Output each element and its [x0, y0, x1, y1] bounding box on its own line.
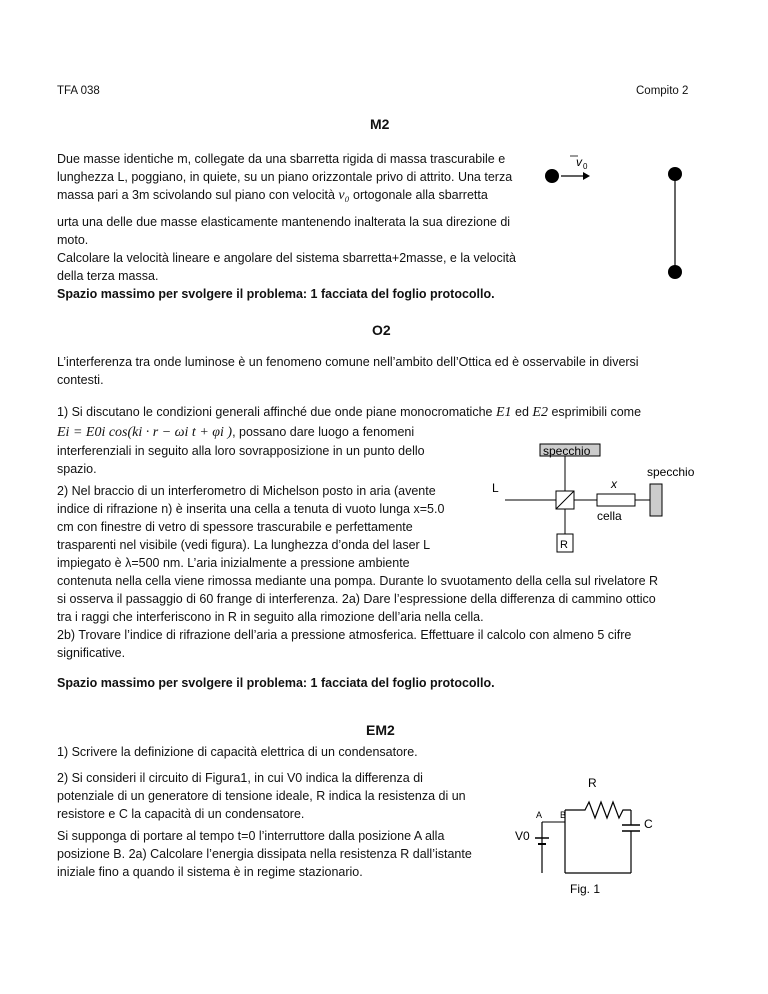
em2-line: resistore e C la capacità di un condensatore.: [57, 807, 305, 821]
v0-label: V0: [515, 829, 530, 843]
o2-line: trasparenti nel visibile (vedi figura). La lunghezza d’onda del laser L: [57, 538, 431, 552]
m2-line3: [57, 186, 547, 205]
o2-q2-full: [57, 572, 737, 662]
m2-line3a: massa pari a 3m scivolando sul piano con velocità: [57, 188, 335, 202]
circuit-figure: [510, 770, 670, 900]
em2-line: Si supponga di portare al tempo t=0 l’interruttore dalla posizione A alla: [57, 829, 445, 843]
header-right: Compito 2: [636, 85, 689, 97]
em2-title: EM2: [366, 722, 395, 738]
mass-bottom: [668, 265, 682, 279]
third-mass: [545, 169, 559, 183]
o2-line: tra i raggi che interferiscono in R in seguito alla rimozione dell’aria nella cella.: [57, 610, 484, 624]
cella-label: cella: [597, 509, 622, 523]
o2-q1-line: [57, 403, 727, 422]
em2-line: posizione B. 2a) Calcolare l’energia dissipata nella resistenza R dall’istante: [57, 847, 472, 861]
header-left: TFA 038: [57, 85, 100, 97]
o2-formula-line: [57, 423, 414, 442]
o2-q1-rest: [57, 442, 477, 478]
o2-line: impiegato è λ=500 nm. L’aria inizialmente a pressione ambiente: [57, 556, 410, 570]
wave-formula: Ei = E0i cos(ki · r − ωi t + φi ): [57, 425, 233, 440]
o2-q1-ed: ed: [515, 405, 529, 419]
o2-q1a: 1) Si discutano le condizioni generali affinché due onde piane monocromatiche: [57, 405, 493, 419]
o2-line: cm con finestre di vetro di spessore trascurabile e perfettamente: [57, 520, 413, 534]
x-label: x: [611, 477, 617, 491]
laser-label: L: [492, 481, 499, 495]
m2-line: urta una delle due masse elasticamente mantenendo inalterata la sua direzione di: [57, 215, 511, 229]
mirror-right: [650, 484, 662, 516]
m2-line: moto.: [57, 233, 89, 247]
o2-line: spazio.: [57, 462, 97, 476]
m2-line: Calcolare la velocità lineare e angolare del sistema sbarretta+2masse, e la velocità: [57, 251, 516, 265]
o2-line: significative.: [57, 646, 126, 660]
v0-symbol: v₀: [338, 188, 350, 203]
m2-figure: [540, 150, 700, 290]
capacitor-label: C: [644, 817, 653, 831]
o2-line: 2b) Trovare l’indice di rifrazione dell’aria a pressione atmosferica. Effettuare il calcolo con almeno 5 cifre: [57, 628, 632, 642]
resistor: [565, 802, 631, 818]
specchio-right-label: specchio: [647, 465, 695, 479]
o2-line: contenuta nella cella viene rimossa mediante una pompa. Durante lo svuotamento della cella sul rivelatore R: [57, 574, 659, 588]
o2-intro-line: contesti.: [57, 373, 104, 387]
m2-title: M2: [370, 116, 390, 132]
o2-line: si osserva il passaggio di 60 frange di interferenza. 2a) Dare l’espressione della differenza di cammino ottico: [57, 592, 656, 606]
detector-label: R: [560, 539, 568, 551]
m2-line3b: ortogonale alla sbarretta: [353, 188, 488, 202]
e2-symbol: E2: [532, 405, 548, 420]
em2-q2: [57, 769, 507, 823]
m2-space-note: Spazio massimo per svolgere il problema: 1 facciata del foglio protocollo.: [57, 287, 495, 301]
m2-line: Due masse identiche m, collegate da una sbarretta rigida di massa trascurabile e: [57, 152, 506, 166]
o2-intro-line: L’interferenza tra onde luminose è un fenomeno comune nell’ambito dell’Ottica ed è osservabile in diversi: [57, 355, 639, 369]
mass-top: [668, 167, 682, 181]
o2-intro: [57, 353, 717, 389]
o2-q1b: esprimibili come: [551, 405, 642, 419]
switch-b-label: B: [560, 810, 567, 820]
em2-line: 2) Si consideri il circuito di Figura1, in cui V0 indica la differenza di: [57, 771, 423, 785]
m2-body: [57, 150, 547, 303]
m2-line: della terza massa.: [57, 269, 159, 283]
o2-line: 2) Nel braccio di un interferometro di Michelson posto in aria (avente: [57, 484, 436, 498]
velocity-arrowhead: [583, 172, 590, 180]
vacuum-cell: [597, 494, 635, 506]
o2-q2-left: [57, 482, 497, 572]
e1-symbol: E1: [495, 405, 512, 420]
em2-line: potenziale di un generatore di tensione ideale, R indica la resistenza di un: [57, 789, 466, 803]
o2-title: O2: [372, 322, 391, 338]
o2-space-note: Spazio massimo per svolgere il problema: 1 facciata del foglio protocollo.: [57, 676, 495, 690]
o2-line: interferenziali in seguito alla loro sovrapposizione in un punto dello: [57, 444, 425, 458]
figure-caption: Fig. 1: [570, 882, 601, 896]
m2-line: lunghezza L, poggiano, in quiete, su un piano orizzontale privo di attrito. Una terza: [57, 170, 513, 184]
em2-q3: [57, 827, 507, 881]
em2-q1: 1) Scrivere la definizione di capacità elettrica di un condensatore.: [57, 745, 418, 759]
em2-line: iniziale fino a quando il sistema è in regime stazionario.: [57, 865, 363, 879]
o2-line: indice di rifrazione n) è inserita una cella a tenuta di vuoto lunga x=5.0: [57, 502, 445, 516]
o2-q1c: , possano dare luogo a fenomeni: [232, 425, 415, 439]
specchio-top-label: specchio: [543, 444, 591, 458]
michelson-figure: [480, 436, 720, 566]
v0-subscript: 0: [583, 162, 588, 171]
switch-a-label: A: [536, 810, 543, 820]
v0-label: v: [576, 155, 582, 169]
resistor-label: R: [588, 776, 597, 790]
